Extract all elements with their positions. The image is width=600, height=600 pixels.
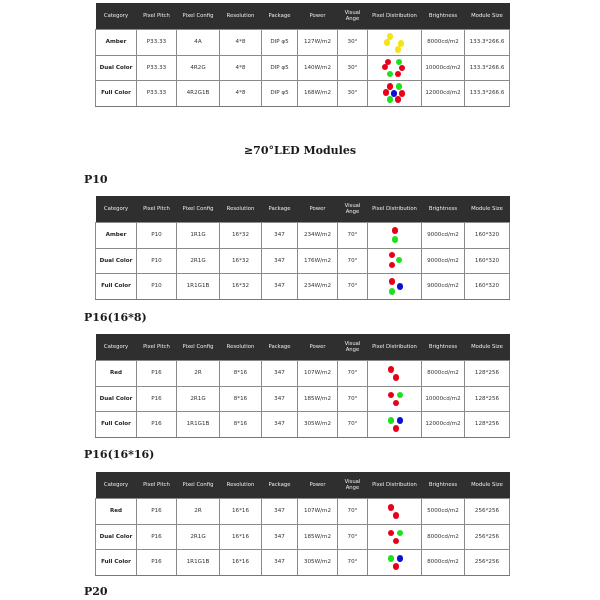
table-row: [96, 223, 510, 249]
package-cell: DIP φ5: [262, 30, 298, 56]
red-led-dot-icon: [393, 512, 400, 519]
pixel-distribution-diagram: [383, 32, 407, 52]
pixel-distribution-diagram: [383, 501, 407, 521]
column-header: Pixel Distribution: [368, 196, 422, 223]
column-header: Package: [262, 196, 298, 223]
green-led-dot-icon: [387, 71, 394, 78]
column-header: Module Size: [465, 3, 510, 30]
resolution-cell: 16*32: [220, 223, 262, 249]
pixel-distribution-diagram: [383, 389, 407, 409]
table-row: [96, 386, 510, 412]
red-led-dot-icon: [393, 538, 400, 545]
column-header: Power: [298, 334, 338, 361]
angle-cell: 70°: [338, 412, 368, 438]
blue-led-dot-icon: [397, 283, 404, 290]
table-row: [96, 30, 510, 56]
column-header: Package: [262, 334, 298, 361]
brightness-cell: 9000cd/m2: [422, 248, 465, 274]
red-led-dot-icon: [388, 392, 395, 399]
power-cell: 168W/m2: [298, 81, 338, 107]
package-cell: 347: [262, 248, 298, 274]
column-header: Brightness: [422, 3, 465, 30]
brightness-cell: 10000cd/m2: [422, 55, 465, 81]
package-cell: 347: [262, 274, 298, 300]
column-header: Pixel Distribution: [368, 334, 422, 361]
red-led-dot-icon: [395, 71, 402, 78]
blue-led-dot-icon: [397, 417, 404, 424]
column-header: Power: [298, 472, 338, 499]
config-cell: 4A: [177, 30, 220, 56]
pitch-cell: P10: [137, 223, 177, 249]
pixel-distribution-diagram: [383, 225, 407, 245]
category-cell: Dual Color: [96, 248, 137, 274]
pixel-distribution-diagram: [383, 58, 407, 78]
spec-table-p33: [95, 3, 510, 107]
resolution-cell: 16*32: [220, 274, 262, 300]
category-cell: Full Color: [96, 550, 137, 576]
category-cell: Red: [96, 361, 137, 387]
angle-cell: 30°: [338, 55, 368, 81]
package-cell: DIP φ5: [262, 55, 298, 81]
resolution-cell: 16*16: [220, 499, 262, 525]
package-cell: 347: [262, 223, 298, 249]
column-header: Pixel Pitch: [137, 196, 177, 223]
angle-cell: 70°: [338, 248, 368, 274]
column-header: Power: [298, 3, 338, 30]
size-cell: 160*320: [465, 223, 510, 249]
brightness-cell: 8000cd/m2: [422, 30, 465, 56]
pixel-distribution-cell: [368, 223, 422, 249]
power-cell: 234W/m2: [298, 274, 338, 300]
pixel-distribution-diagram: [383, 276, 407, 296]
table-header-row: [96, 3, 510, 30]
spec-table-p16-16x8: [95, 334, 510, 438]
table-row: [96, 499, 510, 525]
pixel-distribution-cell: [368, 248, 422, 274]
config-cell: 1R1G1B: [177, 412, 220, 438]
brightness-cell: 8000cd/m2: [422, 361, 465, 387]
category-cell: Full Color: [96, 274, 137, 300]
heading-p20: P20: [84, 585, 108, 598]
size-cell: 133.3*266.6: [465, 30, 510, 56]
column-header: Visual Ange: [338, 196, 368, 223]
power-cell: 176W/m2: [298, 248, 338, 274]
package-cell: 347: [262, 499, 298, 525]
yellow-led-dot-icon: [395, 46, 402, 53]
pixel-distribution-diagram: [383, 251, 407, 271]
red-led-dot-icon: [383, 89, 390, 96]
table-header-row: [96, 196, 510, 223]
power-cell: 234W/m2: [298, 223, 338, 249]
size-cell: 133.3*266.6: [465, 55, 510, 81]
red-led-dot-icon: [393, 425, 400, 432]
power-cell: 107W/m2: [298, 361, 338, 387]
red-led-dot-icon: [393, 563, 400, 570]
red-led-dot-icon: [395, 96, 402, 103]
column-header: Pixel Pitch: [137, 3, 177, 30]
column-header: Pixel Config: [177, 472, 220, 499]
green-led-dot-icon: [396, 257, 403, 264]
power-cell: 185W/m2: [298, 386, 338, 412]
resolution-cell: 16*16: [220, 524, 262, 550]
column-header: Pixel Config: [177, 3, 220, 30]
spec-table-p10: [95, 196, 510, 300]
brightness-cell: 12000cd/m2: [422, 81, 465, 107]
angle-cell: 70°: [338, 223, 368, 249]
table-header-row: [96, 472, 510, 499]
size-cell: 128*256: [465, 361, 510, 387]
pitch-cell: P16: [137, 361, 177, 387]
red-led-dot-icon: [389, 252, 396, 259]
table-row: [96, 361, 510, 387]
brightness-cell: 8000cd/m2: [422, 524, 465, 550]
resolution-cell: 8*16: [220, 361, 262, 387]
heading-p16-16x8: P16(16*8): [84, 311, 147, 324]
column-header: Brightness: [422, 196, 465, 223]
angle-cell: 30°: [338, 81, 368, 107]
heading-p16-16x16: P16(16*16): [84, 448, 155, 461]
power-cell: 140W/m2: [298, 55, 338, 81]
brightness-cell: 8000cd/m2: [422, 550, 465, 576]
pitch-cell: P16: [137, 550, 177, 576]
red-led-dot-icon: [389, 278, 396, 285]
category-cell: Dual Color: [96, 55, 137, 81]
pitch-cell: P16: [137, 412, 177, 438]
table-header-row: [96, 334, 510, 361]
angle-cell: 70°: [338, 274, 368, 300]
category-cell: Dual Color: [96, 386, 137, 412]
pixel-distribution-cell: [368, 30, 422, 56]
pitch-cell: P16: [137, 499, 177, 525]
yellow-led-dot-icon: [384, 39, 391, 46]
power-cell: 185W/m2: [298, 524, 338, 550]
column-header: Pixel Pitch: [137, 334, 177, 361]
category-cell: Amber: [96, 30, 137, 56]
angle-cell: 70°: [338, 361, 368, 387]
pitch-cell: P33.33: [137, 55, 177, 81]
size-cell: 160*320: [465, 248, 510, 274]
power-cell: 305W/m2: [298, 550, 338, 576]
package-cell: 347: [262, 524, 298, 550]
config-cell: 2R1G: [177, 386, 220, 412]
power-cell: 107W/m2: [298, 499, 338, 525]
pitch-cell: P33.33: [137, 30, 177, 56]
column-header: Category: [96, 3, 137, 30]
config-cell: 2R: [177, 361, 220, 387]
pixel-distribution-cell: [368, 499, 422, 525]
pixel-distribution-diagram: [383, 414, 407, 434]
column-header: Power: [298, 196, 338, 223]
column-header: Resolution: [220, 472, 262, 499]
green-led-dot-icon: [392, 236, 399, 243]
pixel-distribution-diagram: [383, 527, 407, 547]
category-cell: Full Color: [96, 412, 137, 438]
resolution-cell: 16*32: [220, 248, 262, 274]
config-cell: 4R2G1B: [177, 81, 220, 107]
config-cell: 2R1G: [177, 248, 220, 274]
pixel-distribution-diagram: [383, 552, 407, 572]
angle-cell: 70°: [338, 524, 368, 550]
red-led-dot-icon: [393, 374, 400, 381]
power-cell: 127W/m2: [298, 30, 338, 56]
column-header: Pixel Distribution: [368, 3, 422, 30]
column-header: Brightness: [422, 472, 465, 499]
angle-cell: 70°: [338, 499, 368, 525]
green-led-dot-icon: [396, 83, 403, 90]
pitch-cell: P10: [137, 248, 177, 274]
package-cell: 347: [262, 386, 298, 412]
column-header: Resolution: [220, 334, 262, 361]
size-cell: 128*256: [465, 386, 510, 412]
table-row: [96, 55, 510, 81]
column-header: Module Size: [465, 334, 510, 361]
column-header: Visual Ange: [338, 334, 368, 361]
column-header: Resolution: [220, 3, 262, 30]
table-row: [96, 524, 510, 550]
blue-led-dot-icon: [397, 555, 404, 562]
section-title: ≥70°LED Modules: [243, 144, 357, 157]
column-header: Brightness: [422, 334, 465, 361]
column-header: Module Size: [465, 472, 510, 499]
package-cell: 347: [262, 361, 298, 387]
angle-cell: 30°: [338, 30, 368, 56]
pixel-distribution-diagram: [383, 83, 407, 103]
green-led-dot-icon: [397, 392, 404, 399]
table-row: [96, 81, 510, 107]
pixel-distribution-cell: [368, 81, 422, 107]
config-cell: 2R: [177, 499, 220, 525]
column-header: Category: [96, 472, 137, 499]
red-led-dot-icon: [388, 366, 395, 373]
green-led-dot-icon: [389, 288, 396, 295]
size-cell: 256*256: [465, 550, 510, 576]
brightness-cell: 9000cd/m2: [422, 274, 465, 300]
column-header: Resolution: [220, 196, 262, 223]
column-header: Category: [96, 196, 137, 223]
resolution-cell: 8*16: [220, 386, 262, 412]
angle-cell: 70°: [338, 550, 368, 576]
column-header: Module Size: [465, 196, 510, 223]
green-led-dot-icon: [397, 530, 404, 537]
table-row: [96, 274, 510, 300]
config-cell: 4R2G: [177, 55, 220, 81]
red-led-dot-icon: [388, 530, 395, 537]
pixel-distribution-cell: [368, 274, 422, 300]
brightness-cell: 10000cd/m2: [422, 386, 465, 412]
pixel-distribution-cell: [368, 412, 422, 438]
power-cell: 305W/m2: [298, 412, 338, 438]
pitch-cell: P16: [137, 524, 177, 550]
brightness-cell: 12000cd/m2: [422, 412, 465, 438]
pixel-distribution-diagram: [383, 363, 407, 383]
config-cell: 1R1G1B: [177, 550, 220, 576]
column-header: Pixel Pitch: [137, 472, 177, 499]
config-cell: 1R1G1B: [177, 274, 220, 300]
pitch-cell: P16: [137, 386, 177, 412]
resolution-cell: 4*8: [220, 81, 262, 107]
size-cell: 256*256: [465, 524, 510, 550]
size-cell: 256*256: [465, 499, 510, 525]
category-cell: Red: [96, 499, 137, 525]
category-cell: Dual Color: [96, 524, 137, 550]
category-cell: Amber: [96, 223, 137, 249]
pixel-distribution-cell: [368, 524, 422, 550]
column-header: Visual Ange: [338, 3, 368, 30]
size-cell: 160*320: [465, 274, 510, 300]
red-led-dot-icon: [389, 262, 396, 269]
pixel-distribution-cell: [368, 550, 422, 576]
red-led-dot-icon: [388, 504, 395, 511]
column-header: Category: [96, 334, 137, 361]
column-header: Package: [262, 472, 298, 499]
column-header: Pixel Config: [177, 334, 220, 361]
angle-cell: 70°: [338, 386, 368, 412]
resolution-cell: 8*16: [220, 412, 262, 438]
table-row: [96, 248, 510, 274]
green-led-dot-icon: [387, 96, 394, 103]
pixel-distribution-cell: [368, 361, 422, 387]
red-led-dot-icon: [382, 64, 389, 71]
pixel-distribution-cell: [368, 55, 422, 81]
resolution-cell: 4*8: [220, 55, 262, 81]
green-led-dot-icon: [388, 417, 395, 424]
resolution-cell: 4*8: [220, 30, 262, 56]
red-led-dot-icon: [392, 227, 399, 234]
resolution-cell: 16*16: [220, 550, 262, 576]
pitch-cell: P10: [137, 274, 177, 300]
package-cell: DIP φ5: [262, 81, 298, 107]
size-cell: 128*256: [465, 412, 510, 438]
green-led-dot-icon: [388, 555, 395, 562]
config-cell: 1R1G: [177, 223, 220, 249]
pixel-distribution-cell: [368, 386, 422, 412]
table-row: [96, 412, 510, 438]
column-header: Package: [262, 3, 298, 30]
table-row: [96, 550, 510, 576]
column-header: Pixel Distribution: [368, 472, 422, 499]
category-cell: Full Color: [96, 81, 137, 107]
column-header: Visual Ange: [338, 472, 368, 499]
package-cell: 347: [262, 550, 298, 576]
heading-p10: P10: [84, 173, 108, 186]
package-cell: 347: [262, 412, 298, 438]
size-cell: 133.3*266.6: [465, 81, 510, 107]
column-header: Pixel Config: [177, 196, 220, 223]
spec-table-p16-16x16: [95, 472, 510, 576]
brightness-cell: 9000cd/m2: [422, 223, 465, 249]
brightness-cell: 5000cd/m2: [422, 499, 465, 525]
config-cell: 2R1G: [177, 524, 220, 550]
red-led-dot-icon: [393, 400, 400, 407]
pitch-cell: P33.33: [137, 81, 177, 107]
